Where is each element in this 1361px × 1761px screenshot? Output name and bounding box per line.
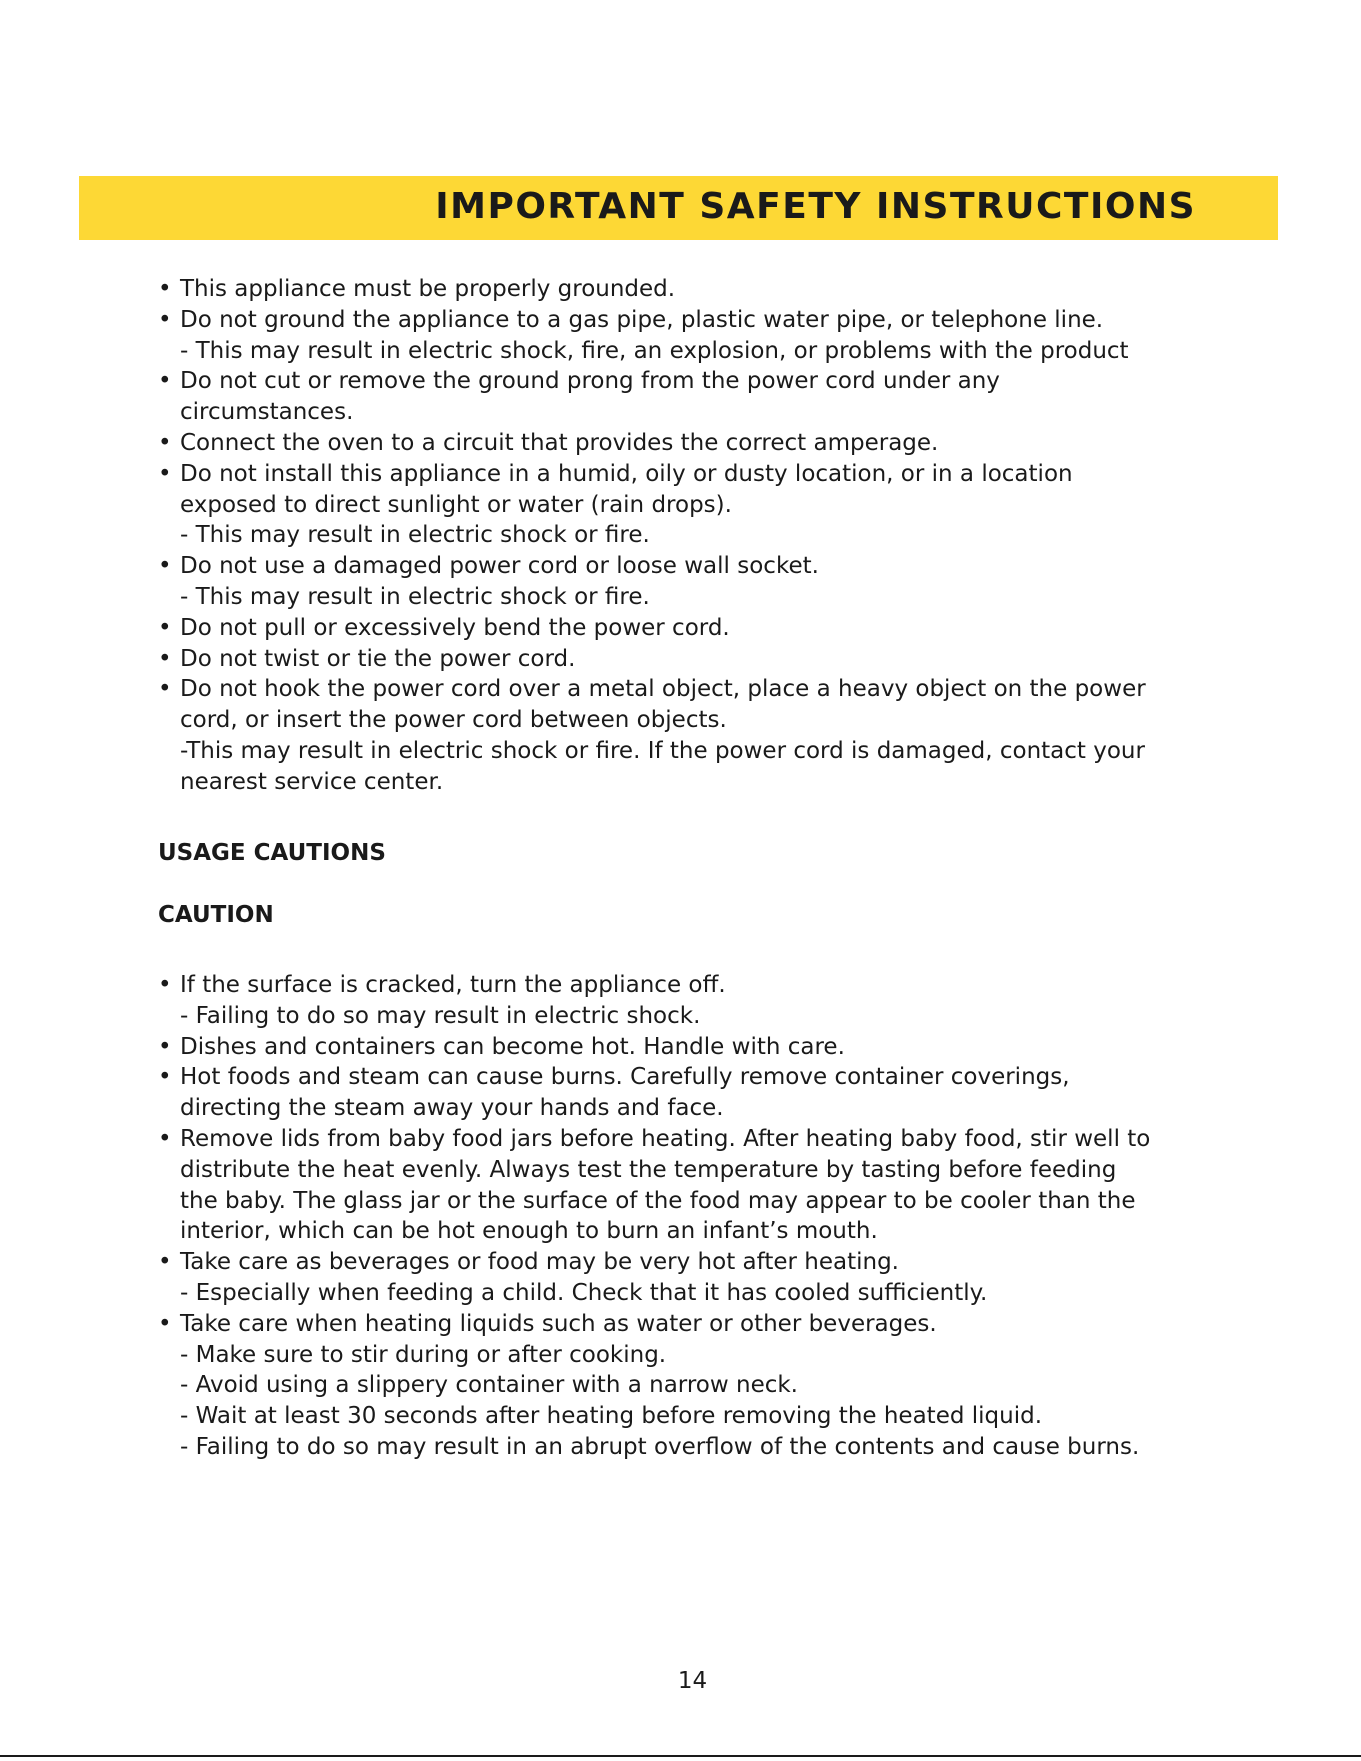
bullet-icon: • [158, 676, 172, 703]
bullet-icon: • [158, 1310, 172, 1337]
item-text: exposed to direct sunlight or water (rain drops). [180, 491, 732, 518]
safety-item [158, 274, 1218, 305]
item-text: Hot foods and steam can cause burns. Carefully remove container coverings, [180, 1064, 1070, 1091]
safety-item [158, 459, 1218, 551]
item-text: circumstances. [180, 399, 354, 426]
item-text: If the surface is cracked, turn the appliance off. [180, 972, 726, 998]
sub-note: - Failing to do so may result in an abrupt overflow of the contents and cause burns. [180, 1433, 1140, 1460]
sub-note: - Make sure to stir during or after cooking. [180, 1341, 667, 1368]
sub-note: - Failing to do so may result in electric shock. [180, 1002, 701, 1029]
bullet-icon: • [158, 276, 172, 302]
item-text: Connect the oven to a circuit that provides the correct amperage. [180, 429, 939, 456]
safety-list [158, 274, 1218, 798]
header-banner [79, 176, 1278, 240]
caution-item [158, 1062, 1218, 1124]
item-text: Do not pull or excessively bend the power cord. [180, 614, 730, 641]
usage-cautions-heading: USAGE CAUTIONS [158, 840, 386, 866]
item-text: Take care when heating liquids such as water or other beverages. [180, 1310, 937, 1337]
sub-note: -This may result in electric shock or fire. If the power cord is damaged, contact your [180, 737, 1145, 764]
caution-item [158, 1247, 1218, 1309]
bottom-rule [0, 1755, 1361, 1757]
bullet-icon: • [158, 553, 172, 580]
item-text: Do not install this appliance in a humid, oily or dusty location, or in a location [180, 460, 1073, 487]
sub-note: - This may result in electric shock or fire. [180, 522, 650, 549]
sub-note: - Especially when feeding a child. Check that it has cooled sufficiently. [180, 1279, 988, 1306]
bullet-icon: • [158, 645, 172, 672]
item-text: Take care as beverages or food may be very hot after heating. [180, 1249, 899, 1276]
safety-item [158, 613, 1218, 644]
safety-item [158, 644, 1218, 675]
page-number: 14 [677, 1668, 708, 1694]
bullet-icon: • [158, 460, 172, 487]
bullet-icon: • [158, 1249, 172, 1276]
item-text: This appliance must be properly grounded. [180, 276, 676, 302]
bullet-icon: • [158, 972, 172, 998]
item-text: interior, which can be hot enough to burn an infant’s mouth. [180, 1218, 878, 1245]
safety-item [158, 674, 1218, 797]
caution-section [158, 970, 1218, 1463]
safety-item [158, 305, 1218, 367]
bullet-icon: • [158, 368, 172, 395]
item-text: Do not twist or tie the power cord. [180, 645, 576, 672]
sub-note: - Avoid using a slippery container with a narrow neck. [180, 1372, 798, 1399]
item-text: distribute the heat evenly. Always test the temperature by tasting before feeding [180, 1156, 1117, 1183]
caution-item [158, 1124, 1218, 1247]
item-text: Do not use a damaged power cord or loose wall socket. [180, 553, 819, 580]
safety-item [158, 366, 1218, 428]
bullet-icon: • [158, 1064, 172, 1091]
item-text: Do not ground the appliance to a gas pipe, plastic water pipe, or telephone line. [180, 306, 1104, 333]
safety-item [158, 551, 1218, 613]
item-text: Do not hook the power cord over a metal object, place a heavy object on the power [180, 676, 1146, 703]
caution-heading: CAUTION [158, 902, 274, 928]
sub-note: - This may result in electric shock, fire, an explosion, or problems with the product [180, 337, 1129, 364]
item-text: cord, or insert the power cord between objects. [180, 707, 727, 734]
bullet-icon: • [158, 1125, 172, 1152]
item-text: directing the steam away your hands and face. [180, 1095, 724, 1122]
bullet-icon: • [158, 306, 172, 333]
bullet-icon: • [158, 1033, 172, 1060]
bullet-icon: • [158, 429, 172, 456]
caution-list [158, 970, 1218, 1463]
sub-note: - Wait at least 30 seconds after heating before removing the heated liquid. [180, 1403, 1043, 1430]
item-text: Dishes and containers can become hot. Handle with care. [180, 1033, 845, 1060]
bullet-icon: • [158, 614, 172, 641]
caution-item [158, 970, 1218, 1032]
item-text: the baby. The glass jar or the surface of the food may appear to be cooler than the [180, 1187, 1136, 1214]
item-text: Remove lids from baby food jars before heating. After heating baby food, stir well to [180, 1125, 1151, 1152]
safety-item [158, 428, 1218, 459]
item-text: Do not cut or remove the ground prong from the power cord under any [180, 368, 1000, 395]
caution-item [158, 1032, 1218, 1063]
safety-section [158, 274, 1218, 798]
page-title: IMPORTANT SAFETY INSTRUCTIONS [435, 186, 1196, 227]
caution-item [158, 1309, 1218, 1463]
item-text: nearest service center. [180, 768, 444, 795]
sub-note: - This may result in electric shock or fire. [180, 583, 650, 610]
